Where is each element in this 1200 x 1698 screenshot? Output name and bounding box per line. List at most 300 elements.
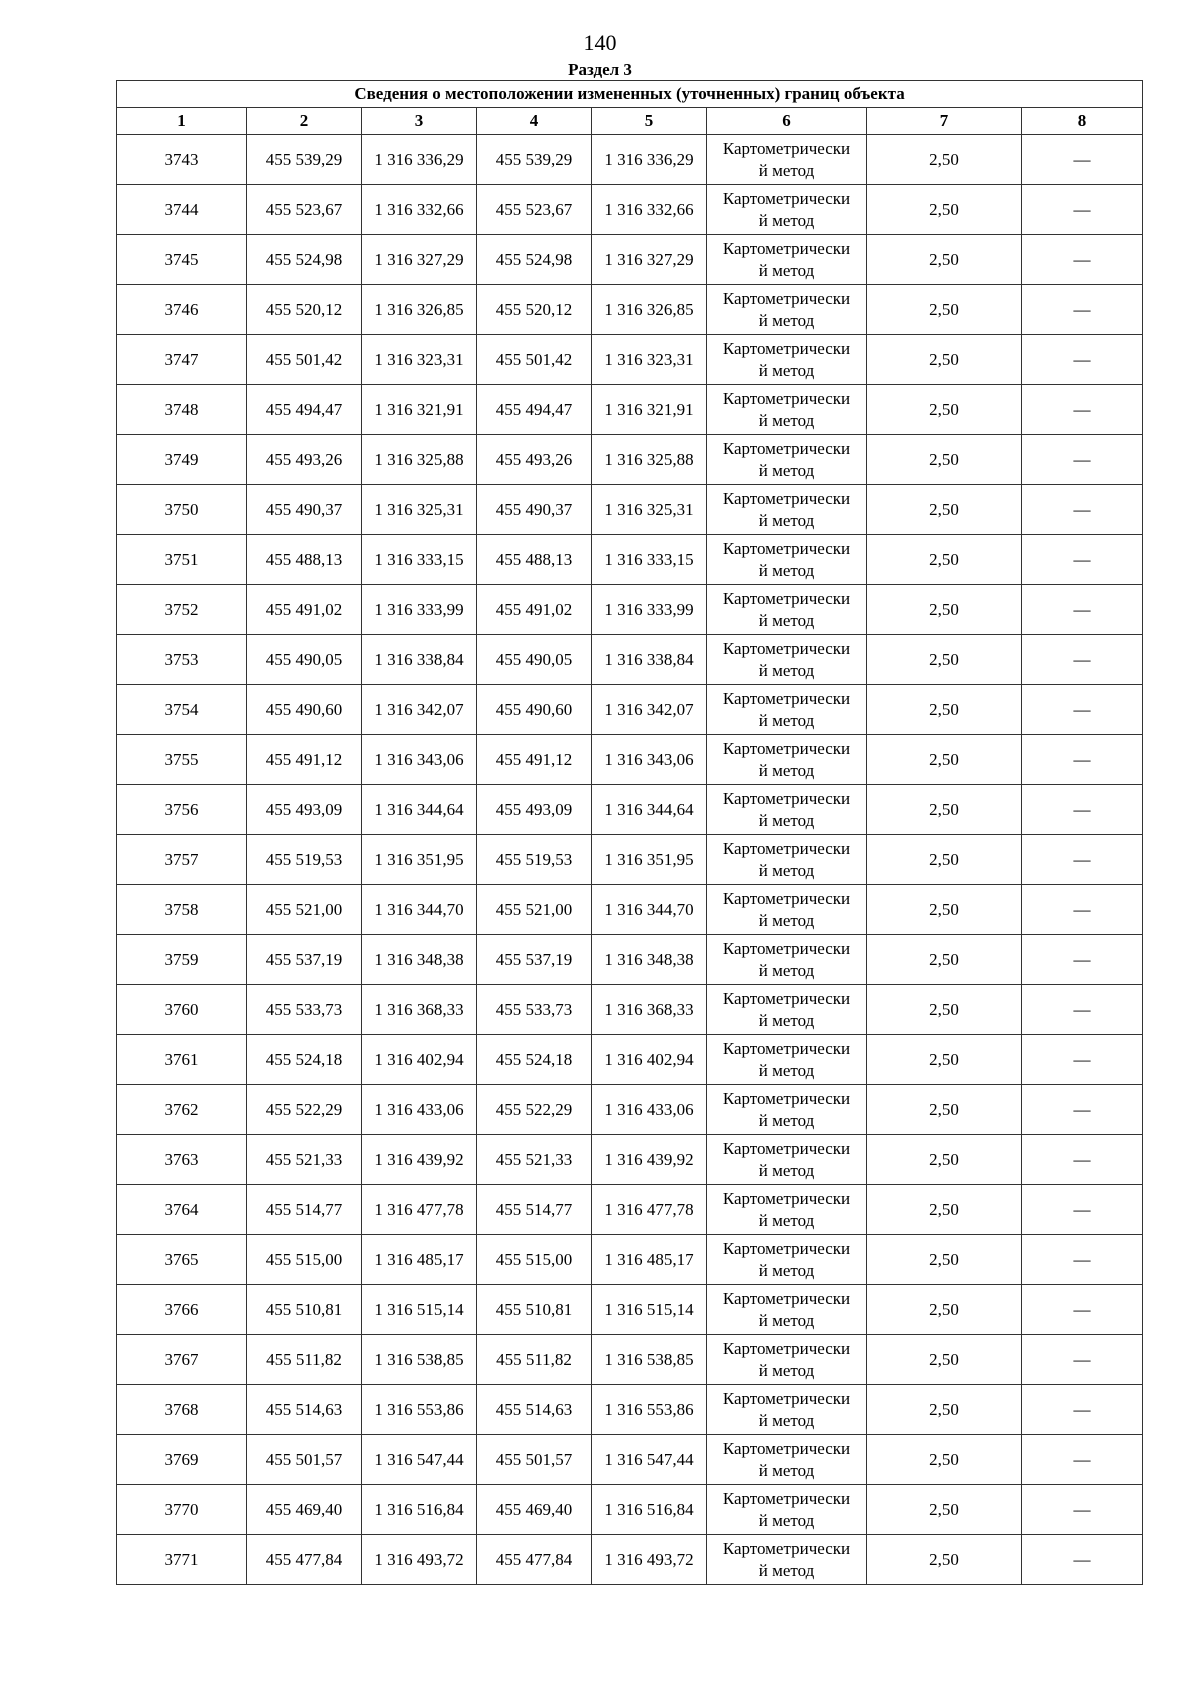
method-line-1: Картометрически [722, 788, 851, 808]
method-cell [707, 335, 867, 385]
method-line-1: Картометрически [722, 938, 851, 958]
y-new-cell: 1 316 327,29 [592, 235, 707, 285]
method-line-2: й метод [758, 710, 815, 730]
y-old-cell: 1 316 326,85 [362, 285, 477, 335]
accuracy-cell: 2,50 [867, 485, 1022, 535]
x-new-cell: 455 501,57 [477, 1435, 592, 1485]
method-line-2: й метод [758, 410, 815, 430]
table-row [117, 585, 1143, 635]
method-line-1: Картометрически [722, 338, 851, 358]
x-new-cell: 455 491,02 [477, 585, 592, 635]
table-caption: Сведения о местоположении измененных (уточненных) границ объекта [117, 81, 1143, 108]
method-line-1: Картометрически [722, 238, 851, 258]
method-line-2: й метод [758, 960, 815, 980]
column-number-1: 1 [117, 108, 247, 135]
y-new-cell: 1 316 553,86 [592, 1385, 707, 1435]
table-row [117, 835, 1143, 885]
method-line-2: й метод [758, 460, 815, 480]
x-new-cell: 455 520,12 [477, 285, 592, 335]
accuracy-cell: 2,50 [867, 985, 1022, 1035]
method-line-2: й метод [758, 1410, 815, 1430]
table-row [117, 285, 1143, 335]
description-cell: — [1022, 1285, 1143, 1335]
y-new-cell: 1 316 333,15 [592, 535, 707, 585]
accuracy-cell: 2,50 [867, 1535, 1022, 1585]
y-old-cell: 1 316 553,86 [362, 1385, 477, 1435]
point-number-cell: 3749 [117, 435, 247, 485]
point-number-cell: 3768 [117, 1385, 247, 1435]
accuracy-cell: 2,50 [867, 1485, 1022, 1535]
y-old-cell: 1 316 323,31 [362, 335, 477, 385]
x-old-cell: 455 521,00 [247, 885, 362, 935]
x-old-cell: 455 493,26 [247, 435, 362, 485]
y-new-cell: 1 316 343,06 [592, 735, 707, 785]
description-cell: — [1022, 535, 1143, 585]
x-new-cell: 455 510,81 [477, 1285, 592, 1335]
x-old-cell: 455 490,37 [247, 485, 362, 535]
point-number-cell: 3744 [117, 185, 247, 235]
y-new-cell: 1 316 477,78 [592, 1185, 707, 1235]
x-old-cell: 455 524,18 [247, 1035, 362, 1085]
table-row [117, 135, 1143, 185]
y-old-cell: 1 316 477,78 [362, 1185, 477, 1235]
x-old-cell: 455 519,53 [247, 835, 362, 885]
point-number-cell: 3747 [117, 335, 247, 385]
method-cell [707, 685, 867, 735]
y-old-cell: 1 316 538,85 [362, 1335, 477, 1385]
point-number-cell: 3761 [117, 1035, 247, 1085]
description-cell: — [1022, 385, 1143, 435]
method-line-2: й метод [758, 1110, 815, 1130]
x-new-cell: 455 469,40 [477, 1485, 592, 1535]
method-line-1: Картометрически [722, 388, 851, 408]
column-number-5: 5 [592, 108, 707, 135]
description-cell: — [1022, 1135, 1143, 1185]
method-cell [707, 1335, 867, 1385]
x-old-cell: 455 490,60 [247, 685, 362, 735]
y-new-cell: 1 316 323,31 [592, 335, 707, 385]
y-new-cell: 1 316 368,33 [592, 985, 707, 1035]
method-line-2: й метод [758, 610, 815, 630]
x-new-cell: 455 519,53 [477, 835, 592, 885]
method-line-2: й метод [758, 1260, 815, 1280]
table-row [117, 935, 1143, 985]
method-cell [707, 835, 867, 885]
table-row [117, 1035, 1143, 1085]
table-row [117, 485, 1143, 535]
method-line-1: Картометрически [722, 738, 851, 758]
method-line-1: Картометрически [722, 188, 851, 208]
method-line-1: Картометрически [722, 638, 851, 658]
point-number-cell: 3745 [117, 235, 247, 285]
table-row [117, 1335, 1143, 1385]
column-number-6: 6 [707, 108, 867, 135]
accuracy-cell: 2,50 [867, 135, 1022, 185]
description-cell: — [1022, 1535, 1143, 1585]
method-line-2: й метод [758, 560, 815, 580]
y-old-cell: 1 316 351,95 [362, 835, 477, 885]
x-new-cell: 455 494,47 [477, 385, 592, 435]
method-cell [707, 1435, 867, 1485]
method-line-1: Картометрически [722, 1538, 851, 1558]
accuracy-cell: 2,50 [867, 1185, 1022, 1235]
description-cell: — [1022, 585, 1143, 635]
table-row [117, 1085, 1143, 1135]
point-number-cell: 3743 [117, 135, 247, 185]
accuracy-cell: 2,50 [867, 1035, 1022, 1085]
x-old-cell: 455 533,73 [247, 985, 362, 1035]
y-new-cell: 1 316 547,44 [592, 1435, 707, 1485]
method-cell [707, 135, 867, 185]
x-old-cell: 455 491,12 [247, 735, 362, 785]
accuracy-cell: 2,50 [867, 235, 1022, 285]
method-line-1: Картометрически [722, 1488, 851, 1508]
y-new-cell: 1 316 348,38 [592, 935, 707, 985]
table-row [117, 1385, 1143, 1435]
x-old-cell: 455 524,98 [247, 235, 362, 285]
column-number-8: 8 [1022, 108, 1143, 135]
method-line-1: Картометрически [722, 1188, 851, 1208]
description-cell: — [1022, 635, 1143, 685]
accuracy-cell: 2,50 [867, 935, 1022, 985]
method-cell [707, 1535, 867, 1585]
x-old-cell: 455 491,02 [247, 585, 362, 635]
method-cell [707, 935, 867, 985]
y-old-cell: 1 316 439,92 [362, 1135, 477, 1185]
description-cell: — [1022, 335, 1143, 385]
y-new-cell: 1 316 493,72 [592, 1535, 707, 1585]
description-cell: — [1022, 1435, 1143, 1485]
x-old-cell: 455 501,57 [247, 1435, 362, 1485]
y-old-cell: 1 316 336,29 [362, 135, 477, 185]
point-number-cell: 3755 [117, 735, 247, 785]
x-old-cell: 455 490,05 [247, 635, 362, 685]
y-new-cell: 1 316 515,14 [592, 1285, 707, 1335]
point-number-cell: 3760 [117, 985, 247, 1035]
method-line-2: й метод [758, 1310, 815, 1330]
table-row [117, 885, 1143, 935]
y-old-cell: 1 316 515,14 [362, 1285, 477, 1335]
method-line-2: й метод [758, 660, 815, 680]
method-cell [707, 285, 867, 335]
description-cell: — [1022, 285, 1143, 335]
boundary-coordinates-table [116, 80, 1143, 1585]
method-line-2: й метод [758, 1060, 815, 1080]
y-old-cell: 1 316 343,06 [362, 735, 477, 785]
description-cell: — [1022, 1335, 1143, 1385]
accuracy-cell: 2,50 [867, 1085, 1022, 1135]
y-new-cell: 1 316 439,92 [592, 1135, 707, 1185]
y-old-cell: 1 316 485,17 [362, 1235, 477, 1285]
accuracy-cell: 2,50 [867, 385, 1022, 435]
y-new-cell: 1 316 338,84 [592, 635, 707, 685]
y-old-cell: 1 316 327,29 [362, 235, 477, 285]
x-new-cell: 455 524,98 [477, 235, 592, 285]
x-new-cell: 455 490,05 [477, 635, 592, 685]
table-row [117, 385, 1143, 435]
table-row [117, 435, 1143, 485]
point-number-cell: 3754 [117, 685, 247, 735]
x-old-cell: 455 539,29 [247, 135, 362, 185]
accuracy-cell: 2,50 [867, 685, 1022, 735]
description-cell: — [1022, 1235, 1143, 1285]
section-title: Раздел 3 [568, 60, 632, 79]
y-new-cell: 1 316 433,06 [592, 1085, 707, 1135]
y-old-cell: 1 316 333,99 [362, 585, 477, 635]
y-new-cell: 1 316 325,31 [592, 485, 707, 535]
table-row [117, 685, 1143, 735]
method-cell [707, 985, 867, 1035]
y-new-cell: 1 316 332,66 [592, 185, 707, 235]
x-old-cell: 455 522,29 [247, 1085, 362, 1135]
method-line-1: Картометрически [722, 538, 851, 558]
accuracy-cell: 2,50 [867, 1335, 1022, 1385]
y-old-cell: 1 316 368,33 [362, 985, 477, 1035]
point-number-cell: 3762 [117, 1085, 247, 1135]
method-cell [707, 1185, 867, 1235]
x-new-cell: 455 491,12 [477, 735, 592, 785]
accuracy-cell: 2,50 [867, 635, 1022, 685]
x-old-cell: 455 514,77 [247, 1185, 362, 1235]
page-number: 140 [583, 30, 617, 55]
accuracy-cell: 2,50 [867, 735, 1022, 785]
method-line-2: й метод [758, 810, 815, 830]
x-new-cell: 455 493,09 [477, 785, 592, 835]
x-new-cell: 455 523,67 [477, 185, 592, 235]
x-old-cell: 455 510,81 [247, 1285, 362, 1335]
accuracy-cell: 2,50 [867, 1385, 1022, 1435]
accuracy-cell: 2,50 [867, 285, 1022, 335]
point-number-cell: 3764 [117, 1185, 247, 1235]
description-cell: — [1022, 935, 1143, 985]
method-cell [707, 385, 867, 435]
table-row [117, 635, 1143, 685]
x-new-cell: 455 490,37 [477, 485, 592, 535]
x-new-cell: 455 511,82 [477, 1335, 592, 1385]
description-cell: — [1022, 135, 1143, 185]
column-number-7: 7 [867, 108, 1022, 135]
method-line-1: Картометрически [722, 688, 851, 708]
description-cell: — [1022, 235, 1143, 285]
method-cell [707, 1485, 867, 1535]
method-line-1: Картометрически [722, 288, 851, 308]
y-new-cell: 1 316 402,94 [592, 1035, 707, 1085]
y-old-cell: 1 316 342,07 [362, 685, 477, 735]
accuracy-cell: 2,50 [867, 1435, 1022, 1485]
method-line-2: й метод [758, 360, 815, 380]
x-old-cell: 455 511,82 [247, 1335, 362, 1385]
method-line-1: Картометрически [722, 1038, 851, 1058]
x-new-cell: 455 533,73 [477, 985, 592, 1035]
method-line-1: Картометрически [722, 988, 851, 1008]
description-cell: — [1022, 835, 1143, 885]
y-old-cell: 1 316 338,84 [362, 635, 477, 685]
method-line-1: Картометрически [722, 588, 851, 608]
x-old-cell: 455 520,12 [247, 285, 362, 335]
x-new-cell: 455 514,63 [477, 1385, 592, 1435]
method-cell [707, 1135, 867, 1185]
y-old-cell: 1 316 325,31 [362, 485, 477, 535]
table-row [117, 535, 1143, 585]
method-cell [707, 435, 867, 485]
table-row [117, 1235, 1143, 1285]
method-cell [707, 235, 867, 285]
method-line-1: Картометрически [722, 1088, 851, 1108]
x-new-cell: 455 493,26 [477, 435, 592, 485]
x-old-cell: 455 537,19 [247, 935, 362, 985]
y-new-cell: 1 316 344,70 [592, 885, 707, 935]
x-new-cell: 455 522,29 [477, 1085, 592, 1135]
y-old-cell: 1 316 493,72 [362, 1535, 477, 1585]
table-row [117, 985, 1143, 1035]
y-old-cell: 1 316 332,66 [362, 185, 477, 235]
accuracy-cell: 2,50 [867, 885, 1022, 935]
method-cell [707, 535, 867, 585]
table-row [117, 1485, 1143, 1535]
x-new-cell: 455 490,60 [477, 685, 592, 735]
y-new-cell: 1 316 342,07 [592, 685, 707, 735]
point-number-cell: 3758 [117, 885, 247, 935]
x-new-cell: 455 539,29 [477, 135, 592, 185]
method-line-2: й метод [758, 1160, 815, 1180]
table-body [117, 135, 1143, 1585]
method-cell [707, 1235, 867, 1285]
table-row [117, 785, 1143, 835]
point-number-cell: 3771 [117, 1535, 247, 1585]
description-cell: — [1022, 885, 1143, 935]
method-line-2: й метод [758, 1360, 815, 1380]
description-cell: — [1022, 735, 1143, 785]
method-line-1: Картометрически [722, 1338, 851, 1358]
method-cell [707, 485, 867, 535]
method-line-1: Картометрически [722, 438, 851, 458]
description-cell: — [1022, 785, 1143, 835]
x-new-cell: 455 521,33 [477, 1135, 592, 1185]
point-number-cell: 3748 [117, 385, 247, 435]
method-line-2: й метод [758, 1460, 815, 1480]
point-number-cell: 3756 [117, 785, 247, 835]
x-new-cell: 455 501,42 [477, 335, 592, 385]
method-line-2: й метод [758, 860, 815, 880]
method-line-1: Картометрически [722, 138, 851, 158]
y-new-cell: 1 316 538,85 [592, 1335, 707, 1385]
method-cell [707, 635, 867, 685]
point-number-cell: 3765 [117, 1235, 247, 1285]
method-line-1: Картометрически [722, 838, 851, 858]
table-row [117, 1535, 1143, 1585]
point-number-cell: 3750 [117, 485, 247, 535]
description-cell: — [1022, 1035, 1143, 1085]
accuracy-cell: 2,50 [867, 835, 1022, 885]
y-old-cell: 1 316 344,64 [362, 785, 477, 835]
y-old-cell: 1 316 402,94 [362, 1035, 477, 1085]
x-old-cell: 455 501,42 [247, 335, 362, 385]
x-old-cell: 455 477,84 [247, 1535, 362, 1585]
method-line-2: й метод [758, 910, 815, 930]
x-new-cell: 455 515,00 [477, 1235, 592, 1285]
method-line-2: й метод [758, 160, 815, 180]
method-line-1: Картометрически [722, 1438, 851, 1458]
y-old-cell: 1 316 344,70 [362, 885, 477, 935]
y-new-cell: 1 316 325,88 [592, 435, 707, 485]
method-line-1: Картометрически [722, 1388, 851, 1408]
description-cell: — [1022, 1485, 1143, 1535]
point-number-cell: 3757 [117, 835, 247, 885]
method-cell [707, 785, 867, 835]
x-new-cell: 455 514,77 [477, 1185, 592, 1235]
method-cell [707, 1285, 867, 1335]
method-cell [707, 1035, 867, 1085]
description-cell: — [1022, 685, 1143, 735]
table-row [117, 1435, 1143, 1485]
column-number-3: 3 [362, 108, 477, 135]
description-cell: — [1022, 1085, 1143, 1135]
method-line-1: Картометрически [722, 1288, 851, 1308]
method-line-1: Картометрически [722, 888, 851, 908]
x-new-cell: 455 521,00 [477, 885, 592, 935]
method-line-2: й метод [758, 1510, 815, 1530]
accuracy-cell: 2,50 [867, 785, 1022, 835]
y-old-cell: 1 316 348,38 [362, 935, 477, 985]
accuracy-cell: 2,50 [867, 185, 1022, 235]
method-line-2: й метод [758, 1010, 815, 1030]
method-cell [707, 735, 867, 785]
x-old-cell: 455 514,63 [247, 1385, 362, 1435]
point-number-cell: 3769 [117, 1435, 247, 1485]
x-old-cell: 455 488,13 [247, 535, 362, 585]
y-old-cell: 1 316 333,15 [362, 535, 477, 585]
description-cell: — [1022, 185, 1143, 235]
x-new-cell: 455 477,84 [477, 1535, 592, 1585]
method-cell [707, 185, 867, 235]
point-number-cell: 3751 [117, 535, 247, 585]
table-row [117, 1135, 1143, 1185]
y-old-cell: 1 316 325,88 [362, 435, 477, 485]
method-line-2: й метод [758, 260, 815, 280]
x-new-cell: 455 488,13 [477, 535, 592, 585]
column-number-2: 2 [247, 108, 362, 135]
y-new-cell: 1 316 321,91 [592, 385, 707, 435]
accuracy-cell: 2,50 [867, 1135, 1022, 1185]
point-number-cell: 3767 [117, 1335, 247, 1385]
accuracy-cell: 2,50 [867, 335, 1022, 385]
point-number-cell: 3746 [117, 285, 247, 335]
point-number-cell: 3770 [117, 1485, 247, 1535]
y-new-cell: 1 316 333,99 [592, 585, 707, 635]
table-row [117, 235, 1143, 285]
y-new-cell: 1 316 344,64 [592, 785, 707, 835]
x-old-cell: 455 523,67 [247, 185, 362, 235]
accuracy-cell: 2,50 [867, 535, 1022, 585]
y-old-cell: 1 316 321,91 [362, 385, 477, 435]
description-cell: — [1022, 435, 1143, 485]
method-cell [707, 1385, 867, 1435]
method-line-2: й метод [758, 760, 815, 780]
y-new-cell: 1 316 336,29 [592, 135, 707, 185]
description-cell: — [1022, 1385, 1143, 1435]
point-number-cell: 3752 [117, 585, 247, 635]
x-old-cell: 455 469,40 [247, 1485, 362, 1535]
accuracy-cell: 2,50 [867, 1285, 1022, 1335]
table-row [117, 735, 1143, 785]
y-new-cell: 1 316 351,95 [592, 835, 707, 885]
table-row [117, 1185, 1143, 1235]
x-old-cell: 455 515,00 [247, 1235, 362, 1285]
x-new-cell: 455 537,19 [477, 935, 592, 985]
method-line-1: Картометрически [722, 1238, 851, 1258]
x-new-cell: 455 524,18 [477, 1035, 592, 1085]
method-cell [707, 885, 867, 935]
